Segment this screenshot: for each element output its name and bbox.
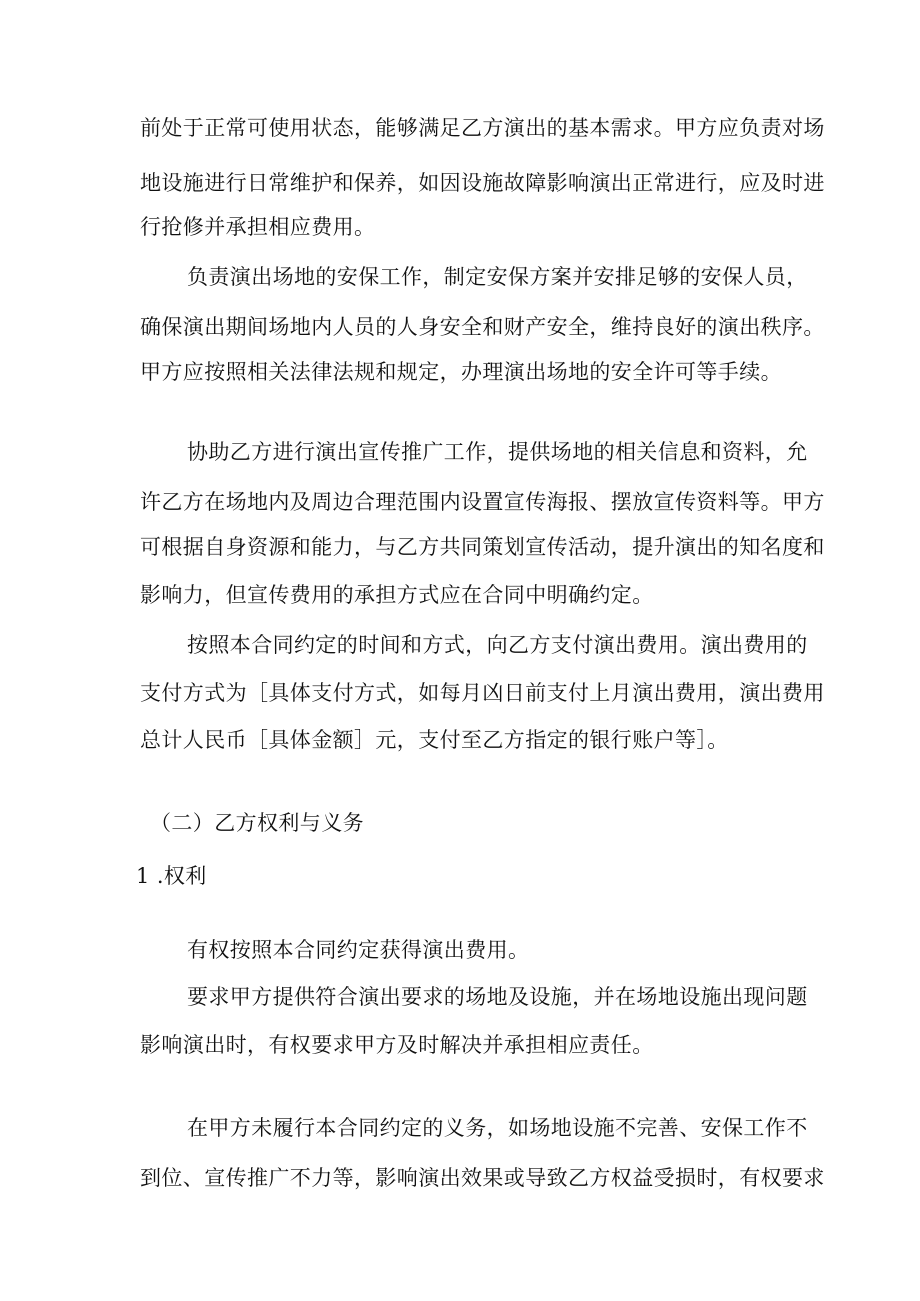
- paragraph-line: 支付方式为［具体支付方式，如每月凶日前支付上月演出费用，演出费用: [140, 681, 825, 705]
- paragraph-line: 协助乙方进行演出宣传推广工作，提供场地的相关信息和资料，允: [187, 440, 808, 464]
- paragraph-line: 总计人民币［具体金额］元，支付至乙方指定的银行账户等］。: [140, 728, 729, 752]
- paragraph-line: 甲方应按照相关法律法规和规定，办理演出场地的安全许可等手续。: [140, 360, 782, 384]
- section-heading: （二）乙方权利与义务: [150, 811, 364, 835]
- paragraph-line: 按照本合同约定的时间和方式，向乙方支付演出费用。演出费用的: [187, 633, 808, 657]
- paragraph-line: 到位、宣传推广不力等，影响演出效果或导致乙方权益受损时，有权要求: [140, 1166, 825, 1190]
- paragraph-line: 可根据自身资源和能力，与乙方共同策划宣传活动，提升演出的知名度和: [140, 535, 825, 559]
- paragraph-line: 要求甲方提供符合演出要求的场地及设施，并在场地设施出现问题: [187, 985, 808, 1009]
- paragraph-line: 行抢修并承担相应费用。: [140, 215, 376, 239]
- paragraph-line: 确保演出期间场地内人员的人身安全和财产安全，维持良好的演出秩序。: [140, 315, 825, 339]
- paragraph-line: 影响演出时，有权要求甲方及时解决并承担相应责任。: [140, 1033, 654, 1057]
- paragraph-line: 有权按照本合同约定获得演出费用。: [187, 938, 530, 962]
- subsection-heading: 1 .权利: [136, 864, 207, 888]
- paragraph-line: 负责演出场地的安保工作，制定安保方案并安排足够的安保人员，: [187, 265, 808, 289]
- paragraph-line: 前处于正常可使用状态，能够满足乙方演出的基本需求。甲方应负责对场: [140, 116, 825, 140]
- paragraph-line: 影响力，但宣传费用的承担方式应在合同中明确约定。: [140, 583, 654, 607]
- paragraph-line: 许乙方在场地内及周边合理范围内设置宣传海报、摆放宣传资料等。甲方: [140, 490, 825, 514]
- paragraph-line: 在甲方未履行本合同约定的义务，如场地设施不完善、安保工作不: [187, 1116, 808, 1140]
- paragraph-line: 地设施进行日常维护和保养，如因设施故障影响演出正常进行，应及时进: [140, 171, 825, 195]
